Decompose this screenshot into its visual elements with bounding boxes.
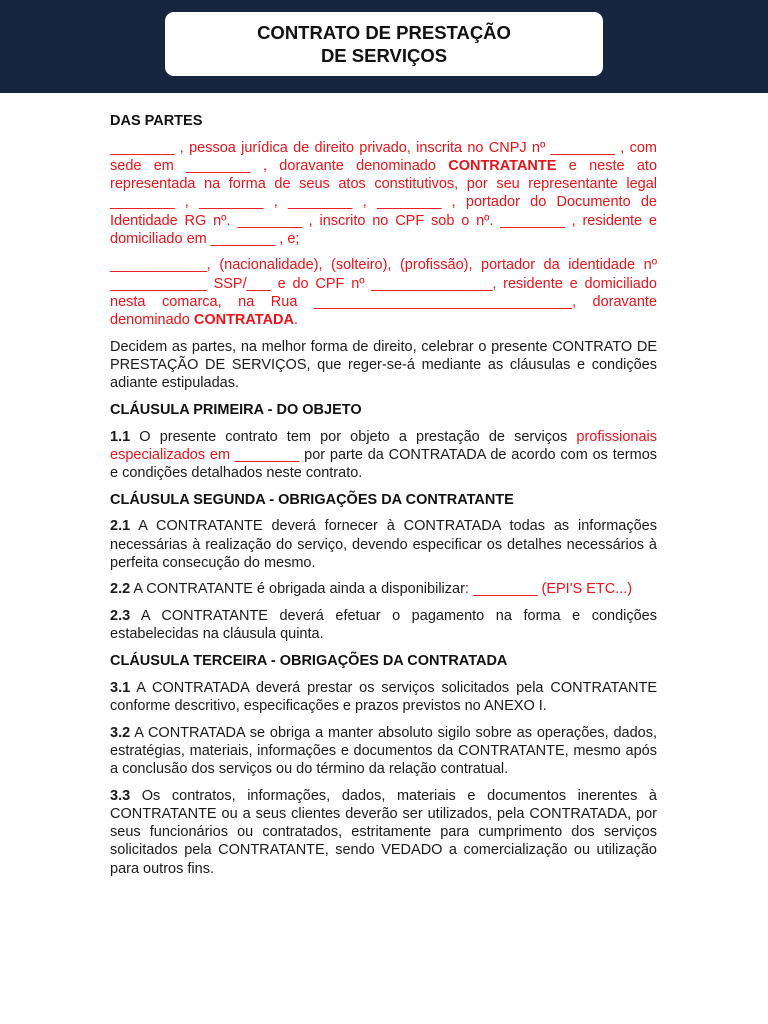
section-heading-partes: DAS PARTES [110, 113, 203, 129]
clause-text: A CONTRATANTE é obrigada ainda a disponibilizar [130, 581, 465, 598]
contratada-role: CONTRATADA [193, 312, 294, 329]
clause-item-3-1 [110, 679, 657, 715]
section-heading-clausula-1: CLÁUSULA PRIMEIRA - DO OBJETO [110, 401, 362, 418]
clause-highlight: : ________ (EPI'S ETC...) [464, 581, 633, 598]
section-heading-clausula-3: CLÁUSULA TERCEIRA - OBRIGAÇÕES DA CONTRATADA [110, 653, 508, 670]
clause-item-3-2 [110, 724, 657, 779]
paragraph-contratante [110, 139, 657, 248]
clause-item-1-1 [110, 428, 657, 483]
clause-highlight: profissionais especializados em ________ [110, 428, 657, 463]
contratada-text-after: . [293, 312, 299, 329]
clause-item-2-1 [110, 517, 657, 572]
contratante-text-before: ________ , pessoa jurídica de direito privado, inscrita no CNPJ nº ________ , com sede em ________ , doravante denominado [110, 139, 657, 174]
clause-text-after: por parte da CONTRATADA de acordo com os termos e condições detalhados neste contrato. [110, 446, 658, 481]
paragraph-intro: Decidem as partes, na melhor forma de direito, celebrar o presente CONTRATO DE PRESTAÇÃO DE SERVIÇOS, que reger-se-á mediante as cláusulas e condições adiante estipuladas. [110, 338, 657, 392]
clause-number: 3.2 [110, 724, 131, 741]
title-line-1: CONTRATO DE PRESTAÇÃO [257, 22, 511, 43]
title-line-2: DE SERVIÇOS [320, 45, 448, 66]
clause-text: A CONTRATANTE deverá efetuar o pagamento na forma e condições estabelecidas na cláusula quinta. [110, 608, 657, 643]
clause-number: 2.1 [110, 518, 131, 535]
document-body [110, 112, 657, 886]
clause-text: A CONTRATANTE deverá fornecer à CONTRATADA todas as informações necessárias à realização do serviço, devendo especificar os detalhes necessários à perfeita consecução do mesmo. [110, 518, 657, 571]
contratada-text-before: ____________, (nacionalidade), (solteiro), (profissão), portador da identidade nº ____________ SSP/___ e do CPF nº _______________, residente e domiciliado nesta comarca, na Rua ________________________________, doravante denominado [110, 257, 657, 329]
clause-number: 2.2 [110, 581, 131, 598]
clause-number: 3.1 [110, 679, 131, 696]
clause-item-2-2 [110, 580, 657, 598]
clause-number: 1.1 [110, 428, 131, 445]
clause-text: O presente contrato tem por objeto a prestação de serviços [130, 428, 577, 445]
clause-text: A CONTRATADA deverá prestar os serviços solicitados pela CONTRATANTE conforme descritivo, especificações e prazos previstos no ANEXO I. [110, 679, 657, 714]
paragraph-contratada [110, 256, 657, 329]
document-title [165, 12, 603, 76]
contratante-role: CONTRATANTE [448, 157, 557, 174]
clause-item-3-3 [110, 787, 657, 878]
clause-text: A CONTRATADA se obriga a manter absoluto sigilo sobre as operações, dados, estratégias, materiais, informações e documentos da CONTRATANTE, mesmo após a conclusão dos serviços ou do término da relação contratual. [110, 724, 657, 778]
clause-item-2-3 [110, 607, 657, 643]
clause-text: Os contratos, informações, dados, materiais e documentos inerentes à CONTRATANTE ou a seus clientes deverão ser utilizados, pela CONTRATADA, por seus funcionários ou contratados, estritamente para cumprimento dos serviços solicitados pela CONTRATANTE, sendo VEDADO a comercialização ou utilização para outros fins. [110, 787, 657, 877]
section-heading-clausula-2: CLÁUSULA SEGUNDA - OBRIGAÇÕES DA CONTRATANTE [110, 491, 514, 508]
contratante-text-after: e neste ato representada na forma de seus atos constitutivos, por seu representante legal ________ , ________ , ________ , ________ , portador do Documento de Identidade RG nº. ________ , inscrito no CPF sob o nº. ________ , residente e domiciliado em ________ , e; [110, 157, 658, 247]
clause-number: 3.3 [110, 787, 131, 804]
clause-number: 2.3 [110, 608, 131, 625]
